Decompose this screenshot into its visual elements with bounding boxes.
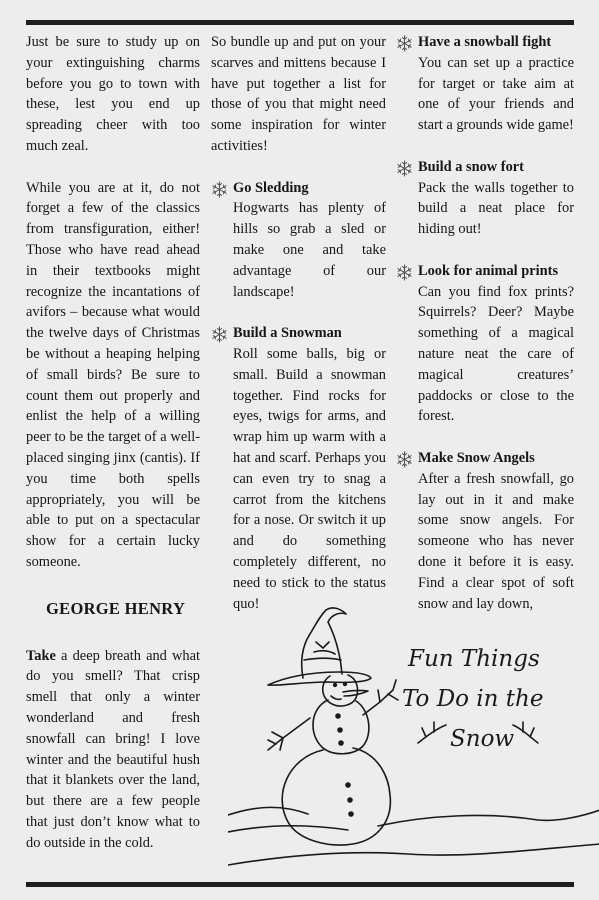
paragraph-text: a deep breath and what do you smell? That crisp smell that only a winter wonderland and fresh snowfall can bring! I love winter and the beautiful hush that it blankets over the land, but there are a few people that just don’t know what to do outside in the cold. [26, 647, 200, 851]
activity-title: Have a snowball fight [418, 34, 552, 50]
activity-text: Can you find fox prints? Squirrels? Deer? Maybe something of a magical nature neat the care of magical creatures’ paddocks or close to the forest. [418, 283, 574, 425]
activity-item [396, 261, 574, 427]
activity-title: Go Sledding [233, 179, 309, 196]
column-1 [26, 32, 200, 853]
activity-title: Build a Snowman [233, 325, 342, 342]
artwork-title-line-3: Snow [450, 726, 515, 752]
snowflake-icon [396, 35, 413, 52]
bottom-rule [26, 882, 574, 887]
activity-item [396, 32, 574, 136]
column-3 [396, 32, 574, 614]
activity-item [396, 448, 574, 614]
activity-item [211, 323, 386, 614]
activity-title: Build a snow fort [418, 158, 524, 175]
activity-text: Pack the walls together to build a neat place for hiding out! [418, 179, 574, 238]
snowflake-icon [396, 264, 413, 281]
paragraph: While you are at it, do not forget a few of the classics from transfiguration, either! Those who have read ahead in their textbooks might recognize the incantations of avifors – because what would the twelve days of Christmas be without a heaping helping of small birds? Be sure to count them out properly and enlist the help of a willing peer to be the target of a well-placed singing jinx (cantis). If you time both spells appropriately, you will be able to put on a spectacular show for a certain lucky someone. [26, 179, 200, 570]
activity-text: After a fresh snowfall, go lay out in it and make some snow angels. For someone who has never done it before it is easy. Find a clear spot of soft snow and lay down, [418, 470, 574, 612]
paragraph [26, 646, 200, 854]
snowflake-icon [211, 326, 228, 343]
top-rule [26, 20, 574, 25]
snowflake-icon [211, 181, 228, 198]
paragraph: Just be sure to study up on your extinguishing charms before you go to town with these, lest you end up spreading cheer with too much zeal. [26, 34, 200, 154]
activity-item [211, 178, 386, 303]
activity-text: Roll some balls, big or small. Build a snowman together. Find rocks for eyes, twigs for arms, and wrap him up warm with a hat and scarf. Perhaps you can even try to snag a carrot from the kitchens for a nose. Or switch it up and do something completely different, no need to stick to the status quo! [233, 345, 386, 612]
activity-item [396, 157, 574, 240]
snowman-artwork [228, 600, 599, 882]
lead-in-word: Take [26, 647, 56, 664]
activity-title: Make Snow Angels [418, 449, 535, 466]
artwork-title-line-1: Fun Things [408, 646, 540, 672]
snowman-illustration [228, 600, 599, 882]
snowflake-icon [396, 451, 413, 468]
activity-title: Look for animal prints [418, 262, 559, 279]
activity-text: You can set up a practice for target or take aim at one of your friends and start a grounds wide game! [418, 54, 574, 134]
artwork-title-line-2: To Do in the [402, 686, 544, 712]
author-byline: GEORGE HENRY [46, 598, 186, 618]
column-2 [211, 32, 386, 614]
intro-paragraph: So bundle up and put on your scarves and mittens because I have put together a list for those of you that might need some inspiration for winter activities! [211, 34, 386, 154]
snowflake-icon [396, 160, 413, 177]
activity-text: Hogwarts has plenty of hills so grab a sled or make one and take advantage of our landscape! [233, 200, 386, 300]
